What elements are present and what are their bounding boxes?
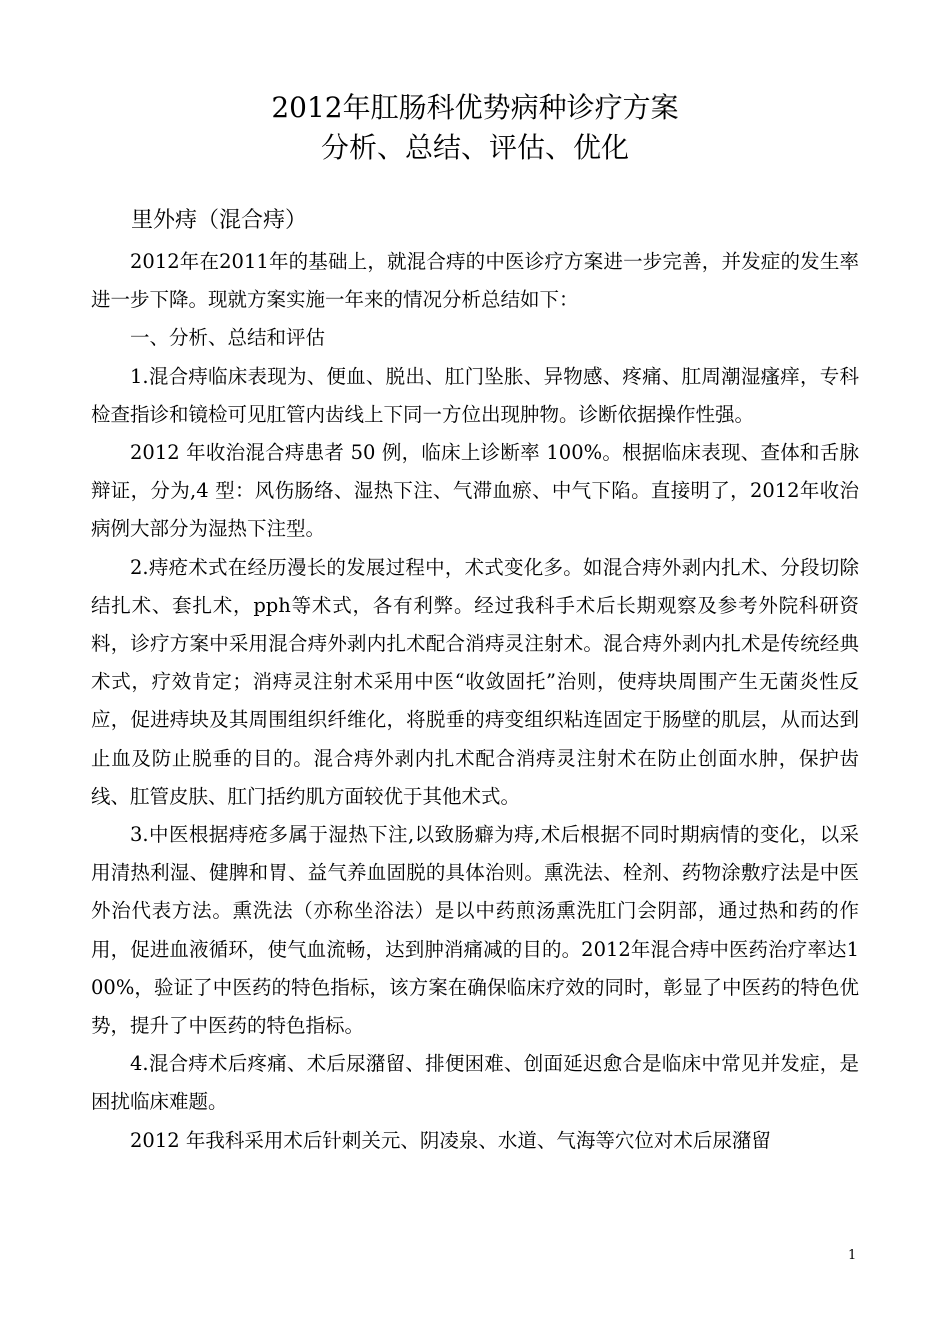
section-heading: 里外痔（混合痔） — [131, 208, 308, 233]
paragraph-3-tcm-treatment: 3.中医根据痔疮多属于湿热下注,以致肠癖为痔,术后根据不同时期病情的变化，以采用清热利湿、健脾和胃、益气养血固脱的具体治则。熏洗法、栓剂、药物涂敷疗法是中医外治代表方法。熏洗法（亦称坐浴法）是以中药煎汤熏洗肛门会阴部，通过热和药的作用，促进血液循环，使气血流畅，达到肿消痛减的目的。2012年混合痔中医药治疗率达100%，验证了中医药的特色指标，该方案在确保临床疗效的同时，彰显了中医药的特色优势，提升了中医药的特色指标。 — [91, 823, 859, 1038]
page-number: 1 — [848, 1248, 857, 1263]
paragraph-2-surgical-methods: 2.痔疮术式在经历漫长的发展过程中，术式变化多。如混合痔外剥内扎术、分段切除结扎术、套扎术，pph等术式，各有利弊。经过我科手术后长期观察及参考外院科研资料，诊疗方案中采用混合痔外剥内扎术配合消痔灵注射术。混合痔外剥内扎术是传统经典术式，疗效肯定；消痔灵注射术采用中医“收敛固托”治则，使痔块周围产生无菌炎性反应，促进痔块及其周围组织纤维化，将脱垂的痔变组织粘连固定于肠壁的肌层，从而达到止血及防止脱垂的目的。混合痔外剥内扎术配合消痔灵注射术在防止创面水肿，保护齿线、肛管皮肤、肛门括约肌方面较优于其他术式。 — [91, 555, 859, 808]
document-body — [91, 243, 859, 1160]
paragraph-subheading-analysis: 一、分析、总结和评估 — [130, 326, 326, 350]
paragraph-2012-cases: 2012 年收治混合痔患者 50 例，临床上诊断率 100%。根据临床表现、查体和舌脉辩证，分为,4 型：风伤肠络、湿热下注、气滞血瘀、中气下陷。直接明了，2012年收治病例大部分为湿热下注型。 — [91, 441, 859, 541]
paragraph-4-complications: 4.混合痔术后疼痛、术后尿潴留、排便困难、创面延迟愈合是临床中常见并发症，是困扰临床难题。 — [91, 1052, 859, 1114]
document-subtitle: 分析、总结、评估、优化 — [320, 131, 629, 164]
paragraph-1-clinical-presentation: 1.混合痔临床表现为、便血、脱出、肛门坠胀、异物感、疼痛、肛周潮湿瘙痒，专科检查指诊和镜检可见肛管内齿线上下同一方位出现肿物。诊断依据操作性强。 — [91, 364, 859, 426]
document-title: 2012年肛肠科优势病种诊疗方案 — [271, 91, 679, 124]
paragraph-intro: 2012年在2011年的基础上，就混合痔的中医诊疗方案进一步完善，并发症的发生率进一步下降。现就方案实施一年来的情况分析总结如下： — [91, 250, 859, 312]
paragraph-acupuncture: 2012 年我科采用术后针刺关元、阴凌泉、水道、气海等穴位对术后尿潴留 — [130, 1128, 771, 1152]
